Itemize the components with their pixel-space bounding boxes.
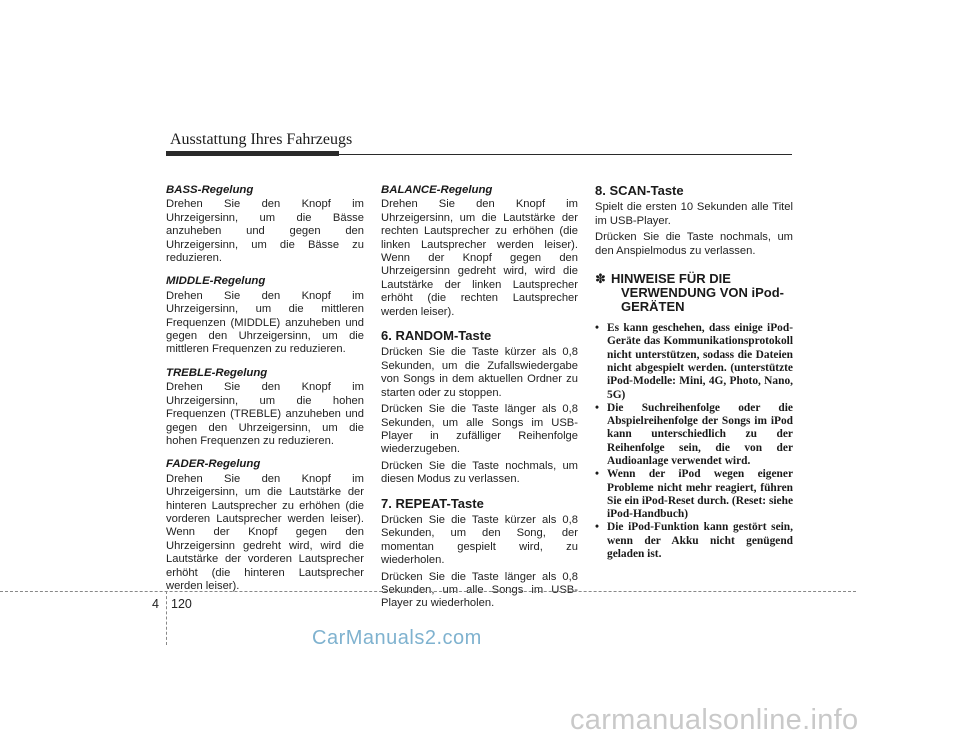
chapter-number: 4 [152, 597, 159, 611]
balance-subheading: BALANCE-Regelung [381, 184, 493, 196]
scan-paragraph: Spielt die ersten 10 Sekunden alle Titel im USB-Player. [595, 201, 793, 227]
column-2 [381, 184, 578, 621]
scan-section [595, 184, 793, 258]
bullet-icon: • [595, 401, 599, 414]
treble-text: Drehen Sie den Knopf im Uhrzeigersinn, um die hohen Frequenzen (TREBLE) anzuheben und gegen den Uhrzeigersinn, um die hohen Frequenzen zu reduzieren. [166, 381, 364, 447]
list-item [595, 402, 793, 468]
footer-dashed-rule [0, 591, 856, 592]
bass-subheading: BASS-Regelung [166, 184, 254, 196]
balance-section [381, 184, 578, 319]
ipod-notice-heading [595, 272, 793, 314]
notice-heading-line: GERÄTEN [621, 299, 685, 315]
scan-heading: 8. SCAN-Taste [595, 183, 684, 198]
repeat-heading: 7. REPEAT-Taste [381, 495, 484, 511]
bullet-text: Die Suchreihenfolge oder die Abspielreihenfolge der Songs im iPod kann unterschiedlich zu der Reihenfolge sein, die von der Audioanlage verwendet wird. [607, 401, 793, 467]
list-item [595, 521, 793, 561]
notice-heading-line: VERWENDUNG VON iPod- [621, 285, 784, 301]
middle-section [166, 275, 364, 356]
repeat-paragraph: Drücken Sie die Taste kürzer als 0,8 Sekunden, um den Song, der momentan gespielt wird, zu wiederholen. [381, 513, 578, 567]
bullet-text: Wenn der iPod wegen eigener Probleme nicht mehr reagiert, führen Sie ein iPod-Reset durch. (Reset: siehe iPod-Handbuch) [607, 468, 793, 521]
middle-text: Drehen Sie den Knopf im Uhrzeigersinn, um die mittleren Frequenzen (MIDDLE) anzuheben und gegen den Uhrzeigersinn, um die mittleren Frequenzen zu reduzieren. [166, 289, 364, 356]
balance-text: Drehen Sie den Knopf im Uhrzeigersinn, um die Lautstärke der rechten Lautsprecher zu erhöhen (die linken Lautsprecher werden leiser). Wenn der Knopf gegen den Uhrzeigersinn gedreht wird, wird die Lautstärke der linken Lautsprecher erhöht (die rechten Lautsprecher werden leiser). [381, 198, 578, 318]
notice-heading-line: HINWEISE FÜR DIE [611, 271, 731, 287]
middle-subheading: MIDDLE-Regelung [166, 275, 266, 288]
bass-text: Drehen Sie den Knopf im Uhrzeigersinn, um die Bässe anzuheben und gegen den Uhrzeigersinn, um die Bässe zu reduzieren. [166, 198, 364, 265]
random-heading: 6. RANDOM-Taste [381, 328, 492, 344]
bullet-text: Die iPod-Funktion kann gestört sein, wenn der Akku nicht genügend geladen ist. [607, 521, 793, 561]
watermark-carmanualsonline: carmanualsonline.info [570, 704, 859, 736]
treble-section [166, 367, 364, 448]
random-paragraph: Drücken Sie die Taste länger als 0,8 Sekunden, um alle Songs im USB-Player in zufälliger Reihenfolge wiederzugeben. [381, 403, 578, 456]
header-rule [339, 154, 792, 155]
bass-section [166, 184, 364, 265]
random-paragraph: Drücken Sie die Taste kürzer als 0,8 Sekunden, um die Zufallswiedergabe von Songs in dem aktuellen Ordner zu starten oder zu stoppen. [381, 346, 578, 399]
treble-subheading: TREBLE-Regelung [166, 366, 268, 379]
list-item [595, 322, 793, 402]
bullet-icon: • [595, 521, 599, 534]
column-1 [166, 184, 364, 603]
page-header-title: Ausstattung Ihres Fahrzeugs [170, 131, 353, 148]
random-paragraph: Drücken Sie die Taste nochmals, um diesen Modus zu verlassen. [381, 459, 578, 486]
header-bar [166, 151, 339, 156]
bullet-icon: • [595, 468, 599, 481]
scan-paragraph: Drücken Sie die Taste nochmals, um den Anspielmodus zu verlassen. [595, 231, 793, 257]
ipod-notice-list [595, 322, 793, 561]
page-number: 120 [171, 597, 192, 611]
list-item [595, 468, 793, 521]
fader-subheading: FADER-Regelung [166, 458, 261, 471]
notice-star-icon: ✽ [595, 271, 606, 287]
footer-dashed-divider [166, 591, 167, 645]
repeat-section [381, 497, 578, 611]
column-3 [595, 184, 793, 561]
bullet-text: Es kann geschehen, dass einige iPod-Geräte das Kommunikationsprotokoll nicht unterstützen, sodass die Dateien nicht abgespielt werden. (unterstützte iPod-Modelle: Mini, 4G, Photo, Nano, 5G) [607, 322, 793, 401]
repeat-paragraph: Drücken Sie die Taste länger als 0,8 Sekunden, um alle Songs im USB-Player zu wiederholen. [381, 570, 578, 610]
watermark-carmanuals2: CarManuals2.com [312, 627, 482, 649]
bullet-icon: • [595, 322, 599, 335]
fader-section [166, 458, 364, 593]
fader-text: Drehen Sie den Knopf im Uhrzeigersinn, um die Lautstärke der hinteren Lautsprecher zu erhöhen (die vorderen Lautsprecher werden leiser). Wenn der Knopf gegen den Uhrzeigersinn gedreht wird, wird die Lautstärke der vorderen Lautsprecher erhöht (die hinteren Lautsprecher werden leiser). [166, 472, 364, 592]
random-section [381, 329, 578, 486]
